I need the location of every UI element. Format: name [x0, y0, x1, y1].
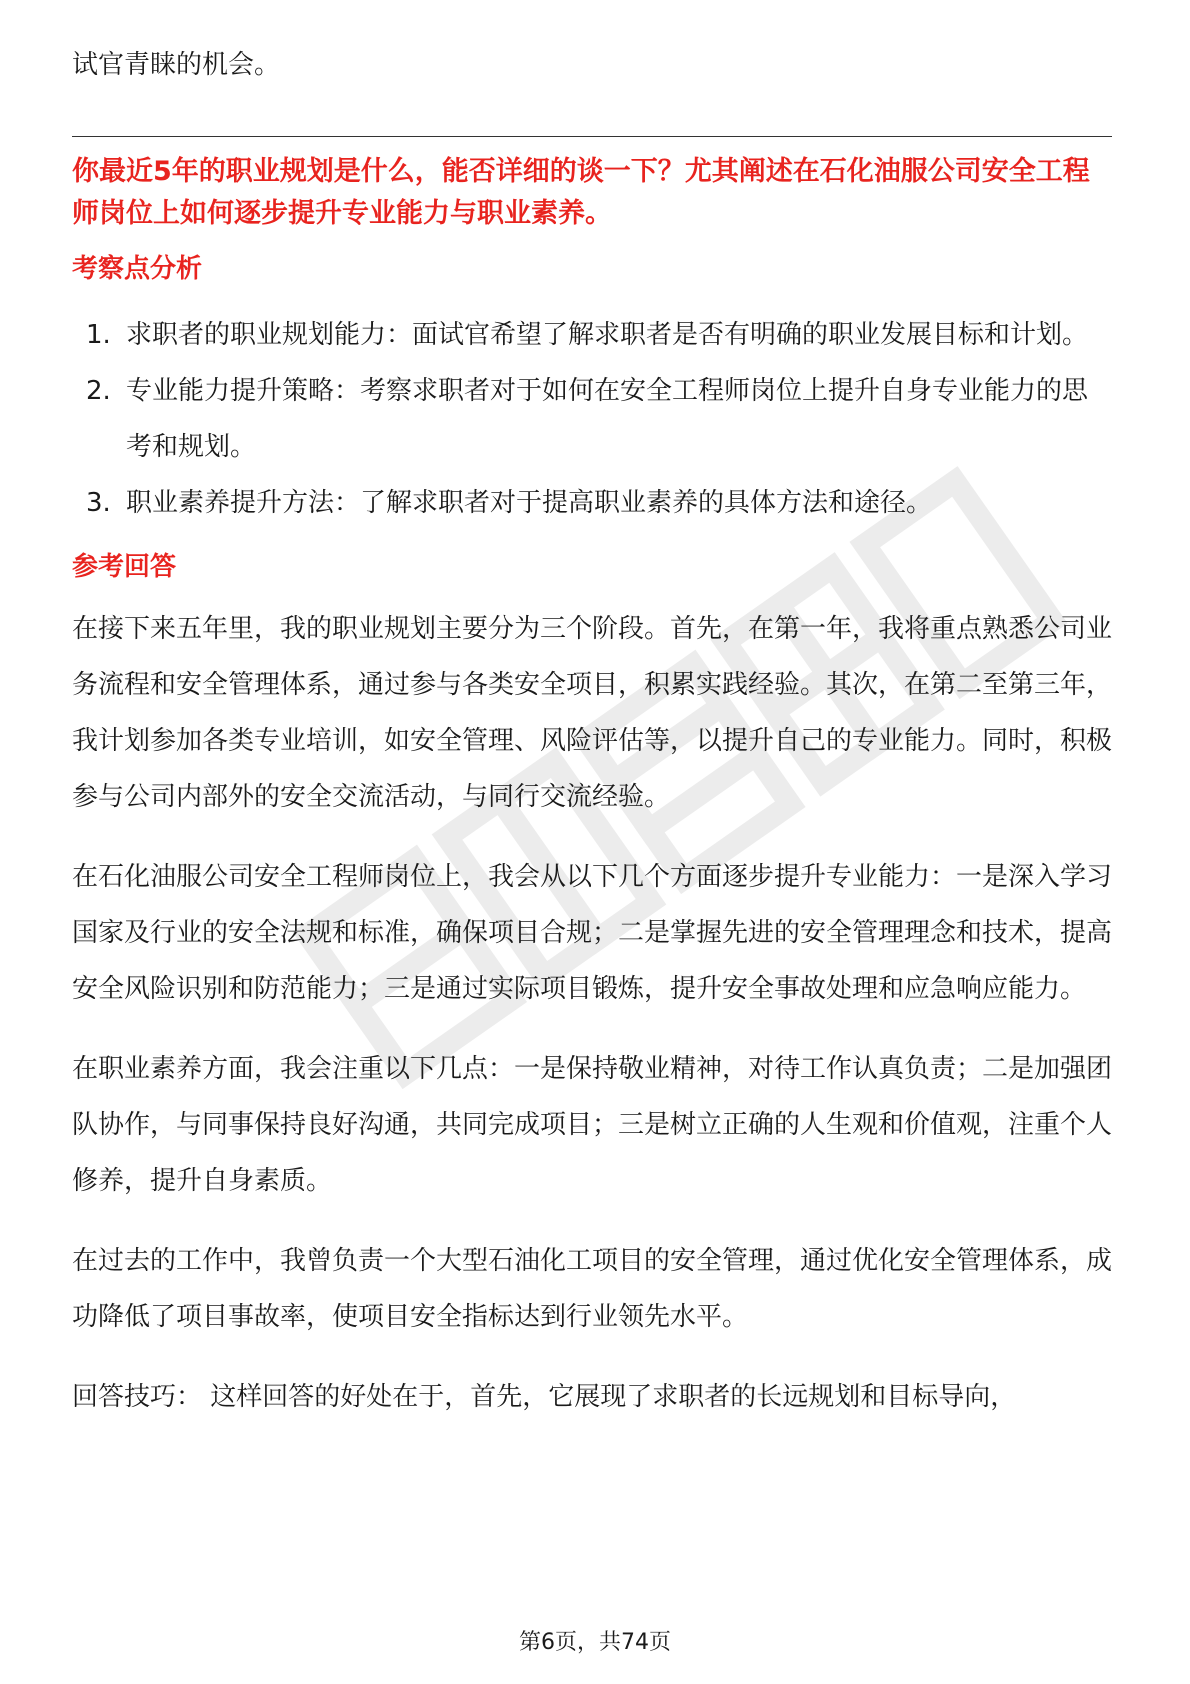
analysis-heading: 考察点分析 — [72, 254, 203, 284]
answer-tips-paragraph: 回答技巧： 这样回答的好处在于，首先，它展现了求职者的长远规划和目标导向， — [72, 1382, 1017, 1412]
answer-paragraph: 在石化油服公司安全工程师岗位上，我会从以下几个方面逐步提升专业能力：一是深入学习国家及行业的安全法规和标准，确保项目合规；二是掌握先进的安全管理理念和技术，提高安全风险识别和防范能力；三是通过实际项目锻炼，提升安全事故处理和应急响应能力。 — [72, 862, 1113, 1004]
list-item-number: 1. — [86, 320, 111, 350]
list-item — [72, 363, 1112, 475]
answer-paragraph: 在接下来五年里，我的职业规划主要分为三个阶段。首先，在第一年，我将重点熟悉公司业务流程和安全管理体系，通过参与各类安全项目，积累实践经验。其次，在第二至第三年，我计划参加各类专业培训，如安全管理、风险评估等，以提升自己的专业能力。同时，积极参与公司内部外的安全交流活动，与同行交流经验。 — [72, 614, 1113, 812]
answer-heading: 参考回答 — [72, 552, 177, 582]
list-item-text: 求职者的职业规划能力：面试官希望了解求职者是否有明确的职业发展目标和计划。 — [126, 320, 1089, 350]
list-item — [72, 475, 1112, 531]
page-content — [72, 40, 1112, 1425]
list-item-number: 2. — [86, 376, 111, 406]
section-divider — [72, 136, 1112, 137]
interview-question: 你最近5年的职业规划是什么，能否详细的谈一下？尤其阐述在石化油服公司安全工程师岗位上如何逐步提升专业能力与职业素养。 — [72, 156, 1090, 229]
list-item-text: 职业素养提升方法：了解求职者对于提高职业素养的具体方法和途径。 — [126, 488, 933, 518]
page-number-footer: 第6页，共74页 — [519, 1630, 671, 1655]
lead-text: 试官青睐的机会。 — [72, 50, 281, 80]
analysis-list — [72, 307, 1112, 531]
list-item-text: 专业能力提升策略：考察求职者对于如何在安全工程师岗位上提升自身专业能力的思考和规划。 — [126, 376, 1089, 462]
answer-paragraph: 在过去的工作中，我曾负责一个大型石油化工项目的安全管理，通过优化安全管理体系，成功降低了项目事故率，使项目安全指标达到行业领先水平。 — [72, 1246, 1113, 1332]
answer-paragraph: 在职业素养方面，我会注重以下几点：一是保持敬业精神，对待工作认真负责；二是加强团队协作，与同事保持良好沟通，共同完成项目；三是树立正确的人生观和价值观，注重个人修养，提升自身素质。 — [72, 1054, 1113, 1196]
list-item-number: 3. — [86, 488, 111, 518]
list-item — [72, 307, 1112, 363]
